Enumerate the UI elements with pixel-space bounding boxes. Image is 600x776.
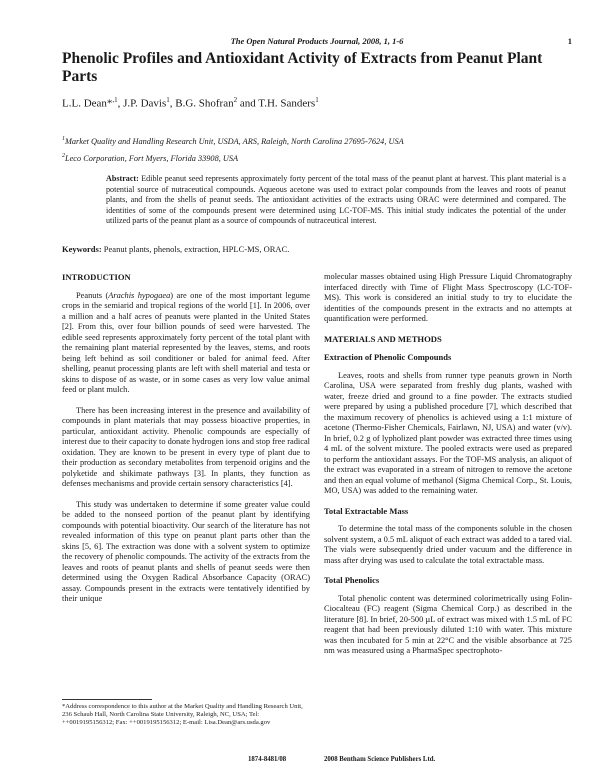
author-davis: , J.P. Davis [117, 97, 167, 110]
methods-paragraph-mass: To determine the total mass of the components soluble in the chosen solvent system, a 0.5 mL aliquot of each extract was added to a tared vial. The vials were subsequently dried under vacuum and the difference in mass after drying was used to calculate the total extractable mass. [324, 524, 572, 565]
title-line-1: Phenolic Profiles and Antioxidant Activity of Extracts from Peanut Plant [62, 50, 543, 67]
author-shofran: , B.G. Shofran [169, 97, 234, 110]
subheading-total-phenolics: Total Phenolics [324, 575, 380, 585]
subheading-extractable-mass: Total Extractable Mass [324, 505, 409, 516]
methods-paragraph-extraction: Leaves, roots and shells from runner type peanuts grown in North Carolina, USA were separated from freshly dug plants, washed with water, freeze dried and ground to a fine powder. The extracts studied were prepared by using a published procedure [7], which described that the maximum recovery of phenolics is achieved using a 1:1 mixture of acetone (Thermo-Fisher Chemicals, Fairlawn, NJ, USA) and water (v/v). In brief, 0.2 g of lypholized plant powder was extracted three times using 4 mL of the solvent mixture. The pooled extracts were used as prepared to perform the antioxidant assays. For the TOF-MS analysis, an aliquot of the extract was evaporated in a stream of nitrogen to remove the acetone and then an equal volume of methanol (Sigma Chemical Corp., St. Louis, MO, USA) was added to the remaining water. [324, 370, 572, 495]
keywords [62, 244, 572, 254]
abstract-label: Abstract: [106, 174, 139, 183]
left-column [62, 272, 310, 605]
intro-paragraph-3: This study was undertaken to determine if some greater value could be added to the nonseed portion of the peanut plant by identifying compounds with potential bioactivity. Our search of the literature has not revealed information of this type on peanut plant parts other than the skins [5, 6]. The extraction was done with a solvent system to optimize the recovery of phenolic compounds. The activity of the extracts from the leaves and roots of peanut plants and shells of peanut seeds were then determined using the Oxygen Radical Absorbance Capacity (ORAC) assay. Compounds present in the extracts were tentatively identified by their unique [62, 499, 310, 603]
intro-p1-start: Peanuts ( [76, 290, 109, 300]
author-sanders-affil: 1 [315, 96, 319, 104]
affiliation-2 [62, 153, 562, 163]
author-dean-affil: ,1 [112, 96, 118, 104]
author-list [62, 96, 562, 110]
page-number: 1 [567, 36, 572, 46]
section-heading-introduction: INTRODUCTION [62, 272, 131, 282]
journal-citation: The Open Natural Products Journal, 2008, 1, 1-6 [230, 36, 404, 46]
author-davis-affil: 1 [166, 96, 170, 104]
correspondence-footnote: *Address correspondence to this author at the Market Quality and Handling Research Unit, 236 Schaub Hall, North Carolina State University, Raleigh, NC, USA; Tel: ++0019195156312; Fax: ++0019195156312; E-mail: Lisa.Dean@ars.usda.gov [62, 703, 303, 727]
affiliation-2-number: 2 [62, 153, 65, 159]
paper-title [62, 50, 572, 86]
affiliation-1 [62, 136, 562, 146]
affiliation-2-text: Leco Corporation, Fort Myers, Florida 33908, USA [65, 153, 239, 163]
intro-p1-rest: ) are one of the most important legume crops in the semiarid and tropical regions of the world [1]. In 2006, over a million and a half acres of peanuts were planted in the United States [2]. From this, over four billion pounds of seed were harvested. The edible seed represents approximately forty percent of the total plant with the remaining plant material represented by the leaves, stems, and roots being left behind as soil conditioner or baled for animal feed. After shelling, peanut processing plants are left with shell material and testa or skins to dispose of as waste, or in some cases as very low value animal feed or plant mulch. [62, 290, 310, 394]
author-dean: L.L. Dean* [62, 97, 113, 110]
affiliation-1-text: Market Quality and Handling Research Unit, USDA, ARS, Raleigh, North Carolina 27695-7624, USA [65, 136, 404, 146]
footnote-rule [62, 699, 152, 700]
author-shofran-affil: 2 [233, 96, 238, 104]
species-name: Arachis hypogaea [108, 290, 171, 300]
keywords-label: Keywords: [62, 244, 102, 254]
author-sanders: and T.H. Sanders [237, 97, 316, 110]
keywords-text: Peanut plants, phenols, extraction, HPLC-MS, ORAC. [103, 244, 290, 254]
intro-paragraph-1 [62, 291, 310, 396]
abstract-text: Edible peanut seed represents approximately forty percent of the total mass of the peanut plant at harvest. This plant material is a potential source of nutraceutical compounds. Aqueous acetone was used to extract polar compounds from the leaves and roots of peanut plants, and from the shells of peanut seeds. The antioxidant activities of the extracts using ORAC were determined and compared. The identities of some of the compounds present were determined using LC-TOF-MS. This initial study indicates the potential of the under utilized parts of the peanut plant as a source of compounds of nutraceutical interest. [106, 174, 566, 226]
section-heading-materials-methods: MATERIALS AND METHODS [324, 333, 442, 344]
affiliation-1-number: 1 [62, 136, 65, 142]
publisher-line: 2008 Bentham Science Publishers Ltd. [324, 756, 436, 763]
abstract [106, 174, 566, 227]
methods-paragraph-phenolics: Total phenolic content was determined colorimetrically using Folin-Ciocalteau (FC) reagent (Sigma Chemical Corp.) as described in the literature [8]. In brief, 20-500 µL of extract was mixed with 1.5 mL of FC reagent that had been previously diluted 1:10 with water. This mixture was then incubated for 5 min at 22°C and the visible absorbance at 725 nm was measured using a PharmaSpec spectrophoto- [324, 593, 572, 655]
issn-code: 1874-8481/08 [248, 756, 287, 763]
subheading-extraction: Extraction of Phenolic Compounds [324, 352, 452, 362]
title-line-2: Parts [62, 68, 98, 85]
right-column [324, 272, 572, 657]
intro-paragraph-2: There has been increasing interest in the presence and availability of compounds in plant materials that may possess bioactive properties, in particular, antioxidant activity. Phenolic compounds are especially of interest due to their capacity to donate hydrogen ions and stop free radical oxidation. They are known to be present in every type of plant due to their production as secondary metabolites from terpenoid origins and the polyketide and shikimate pathways [3]. In plants, they function as defenses mechanisms and provide certain sensory characteristics [4]. [62, 405, 310, 488]
intro-paragraph-3-continued: molecular masses obtained using High Pressure Liquid Chromatography interfaced directly with Time of Flight Mass Spectroscopy (LC-TOF-MS). This work is considered an initial study to try to elucidate the identities of the compounds present in the extracts and no attempts at quantification were performed. [324, 272, 572, 323]
